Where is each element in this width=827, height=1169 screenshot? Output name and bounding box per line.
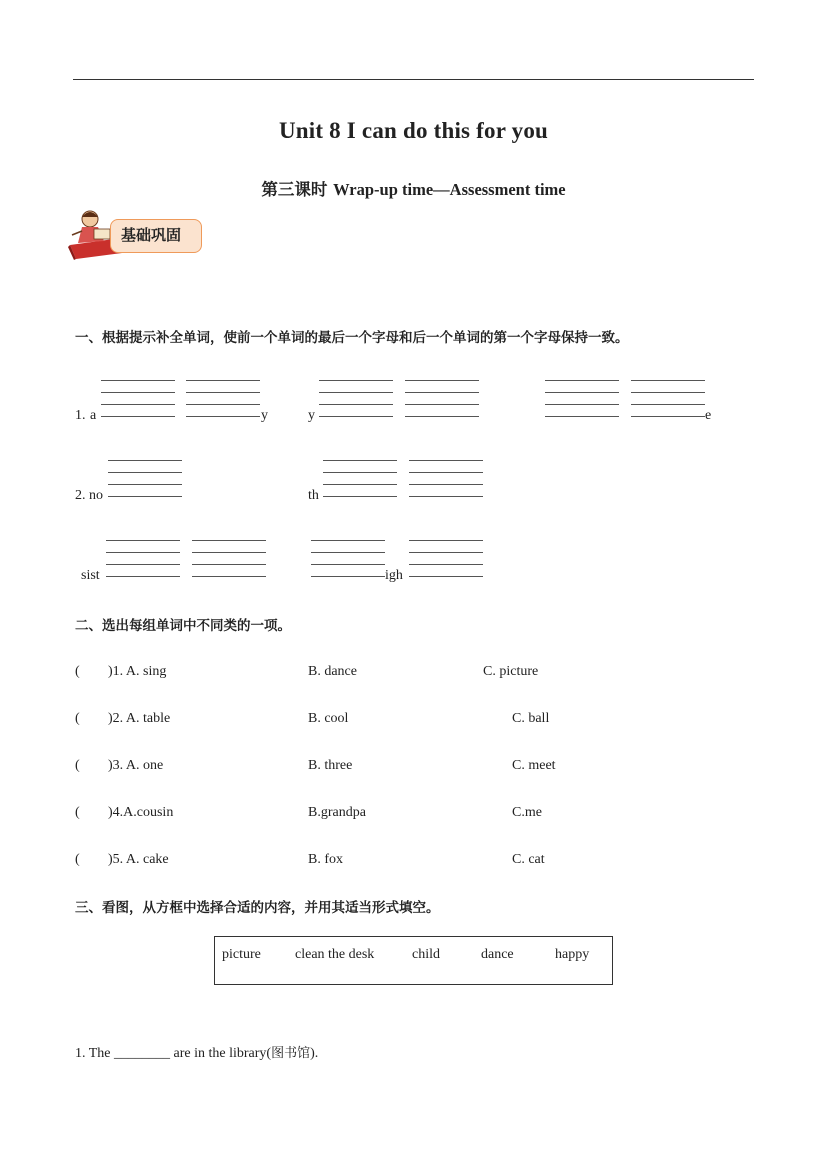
blank-line	[106, 564, 180, 565]
blank-line	[101, 416, 175, 417]
blank-line	[101, 380, 175, 381]
item4-option-c: C.me	[512, 805, 542, 820]
blank-line	[323, 496, 397, 497]
answer-paren: (	[75, 805, 80, 820]
item1-option-b: B. dance	[308, 664, 357, 679]
lesson-subtitle	[0, 176, 827, 200]
blank-line	[319, 380, 393, 381]
blank-line	[319, 416, 393, 417]
word-bank-item: happy	[555, 947, 590, 962]
blank-line	[108, 484, 182, 485]
question-text: 1. The ________ are in the library(	[75, 1046, 272, 1061]
subtitle-cn: 第三课时	[261, 180, 328, 199]
blank-line	[101, 392, 175, 393]
item3-option-b: B. three	[308, 758, 353, 773]
blank-line	[409, 484, 483, 485]
section1-heading: 一、根据提示补全单词，使前一个单词的最后一个字母和后一个单词的第一个字母保持一致。	[75, 330, 629, 346]
question-hint-cn: 图书馆	[271, 1046, 311, 1061]
q1-end-letter: e	[705, 408, 712, 423]
blank-line	[323, 472, 397, 473]
question-text-end: ).	[310, 1046, 319, 1061]
q3-start-letters: sist	[81, 568, 100, 583]
q2-mid-start-letters: th	[308, 488, 319, 503]
q1-number: 1.	[75, 408, 86, 423]
item1-option-a: )1. A. sing	[108, 664, 167, 679]
blank-line	[405, 392, 479, 393]
blank-line	[631, 416, 705, 417]
item5-option-c: C. cat	[512, 852, 545, 867]
blank-line	[545, 380, 619, 381]
blank-line	[108, 496, 182, 497]
blank-line	[311, 576, 385, 577]
section-badge: 基础巩固	[110, 219, 202, 253]
blank-line	[319, 404, 393, 405]
answer-paren: (	[75, 852, 80, 867]
blank-line	[311, 564, 385, 565]
blank-line	[192, 552, 266, 553]
item4-option-a: )4.A.cousin	[108, 805, 174, 820]
blank-line	[409, 552, 483, 553]
header-rule	[73, 79, 754, 80]
blank-line	[186, 404, 260, 405]
blank-line	[186, 392, 260, 393]
blank-line	[319, 392, 393, 393]
item5-option-a: )5. A. cake	[108, 852, 169, 867]
blank-line	[631, 392, 705, 393]
blank-line	[409, 496, 483, 497]
blank-line	[409, 472, 483, 473]
blank-line	[192, 540, 266, 541]
item1-option-c: C. picture	[483, 664, 539, 679]
answer-paren: (	[75, 758, 80, 773]
blank-line	[106, 552, 180, 553]
blank-line	[108, 460, 182, 461]
blank-line	[405, 380, 479, 381]
blank-line	[405, 404, 479, 405]
blank-line	[101, 404, 175, 405]
item3-option-a: )3. A. one	[108, 758, 164, 773]
blank-line	[409, 564, 483, 565]
blank-line	[311, 552, 385, 553]
blank-line	[192, 564, 266, 565]
blank-line	[311, 540, 385, 541]
q3-mid-end-letters: igh	[385, 568, 403, 583]
section2-heading: 二、选出每组单词中不同类的一项。	[75, 618, 291, 634]
blank-line	[545, 404, 619, 405]
blank-line	[106, 576, 180, 577]
blank-line	[409, 460, 483, 461]
q2-number: 2.	[75, 488, 86, 503]
q1-mid-end-letter: y	[261, 408, 268, 423]
blank-line	[108, 472, 182, 473]
answer-paren: (	[75, 711, 80, 726]
blank-line	[186, 380, 260, 381]
blank-line	[323, 460, 397, 461]
word-bank-item: clean the desk	[295, 947, 375, 962]
word-bank-item: picture	[222, 947, 261, 962]
blank-line	[405, 416, 479, 417]
blank-line	[631, 404, 705, 405]
item2-option-a: )2. A. table	[108, 711, 171, 726]
word-bank-item: child	[412, 947, 440, 962]
word-bank-item: dance	[481, 947, 514, 962]
answer-paren: (	[75, 664, 80, 679]
q1-mid-start-letter: y	[308, 408, 315, 423]
subtitle-en: Wrap-up time—Assessment time	[333, 180, 566, 199]
item2-option-c: C. ball	[512, 711, 550, 726]
blank-line	[545, 416, 619, 417]
blank-line	[545, 392, 619, 393]
section3-heading: 三、看图，从方框中选择合适的内容，并用其适当形式填空。	[75, 900, 440, 916]
item3-option-c: C. meet	[512, 758, 556, 773]
item4-option-b: B.grandpa	[308, 805, 366, 820]
blank-line	[192, 576, 266, 577]
q1-start-letter: a	[90, 408, 97, 423]
q2-start-letters: no	[89, 488, 103, 503]
page-title: Unit 8 I can do this for you	[278, 118, 549, 143]
item2-option-b: B. cool	[308, 711, 349, 726]
blank-line	[186, 416, 260, 417]
item5-option-b: B. fox	[308, 852, 343, 867]
blank-line	[631, 380, 705, 381]
blank-line	[409, 540, 483, 541]
blank-line	[409, 576, 483, 577]
fill-question-1	[75, 1042, 318, 1062]
blank-line	[323, 484, 397, 485]
blank-line	[106, 540, 180, 541]
